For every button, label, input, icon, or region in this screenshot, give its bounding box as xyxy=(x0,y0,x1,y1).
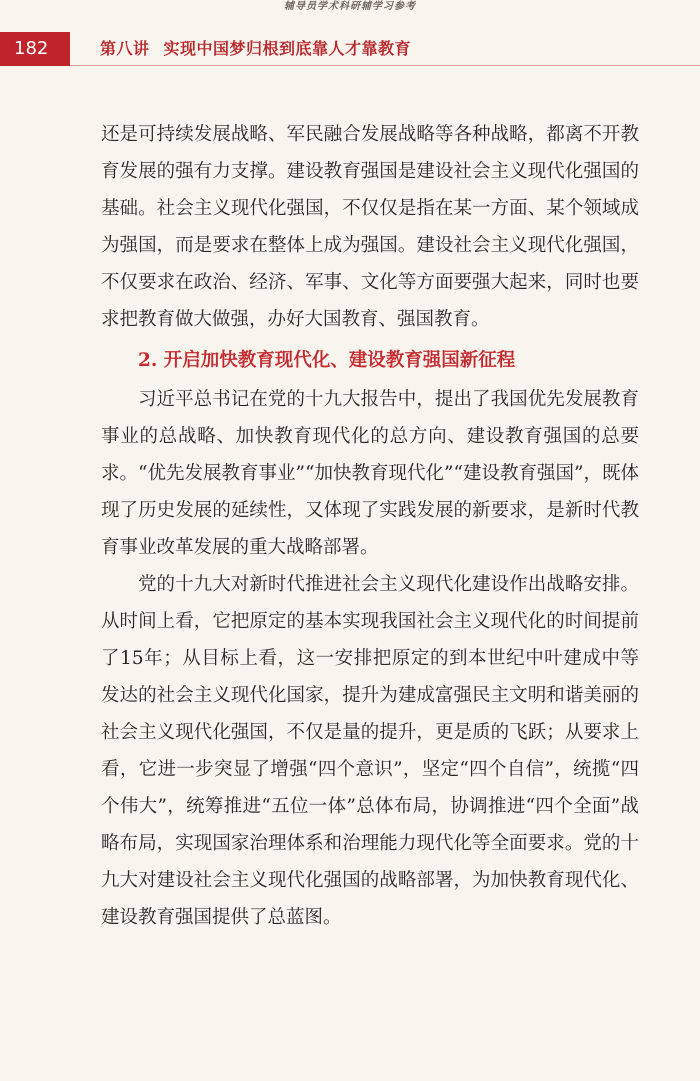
body-text xyxy=(101,116,639,936)
paragraph-1: 还是可持续发展战略、军民融合发展战略等各种战略，都离不开教育发展的强有力支撑。建设教育强国是建设社会主义现代化强国的基础。社会主义现代化强国，不仅仅是指在某一方面、某个领域成为强国，而是要求在整体上成为强国。建设社会主义现代化强国，不仅要求在政治、经济、军事、文化等方面要强大起来，同时也要求把教育做大做强，办好大国教育、强国教育。 xyxy=(101,124,639,330)
header-divider xyxy=(70,65,700,66)
running-head-note: 辅导员学术科研辅学习参考 xyxy=(284,1,416,12)
section-heading: 2. 开启加快教育现代化、建设教育强国新征程 xyxy=(138,350,516,371)
lecture-label: 第八讲 xyxy=(100,39,150,58)
paragraph-3: 党的十九大对新时代推进社会主义现代化建设作出战略安排。从时间上看，它把原定的基本实现我国社会主义现代化的时间提前了15年；从目标上看，这一安排把原定的到本世纪中叶建成中等发达的社会主义现代化国家，提升为建成富强民主文明和谐美丽的社会主义现代化强国，不仅是量的提升，更是质的飞跃；从要求上看，它进一步突显了增强“四个意识”，坚定“四个自信”，统揽“四个伟大”，统筹推进“五位一体”总体布局，协调推进“四个全面”战略布局，实现国家治理体系和治理能力现代化等全面要求。党的十九大对建设社会主义现代化强国的战略部署，为加快教育现代化、建设教育强国提供了总蓝图。 xyxy=(101,574,639,928)
page-header xyxy=(0,32,700,66)
chapter-title-text: 实现中国梦归根到底靠人才靠教育 xyxy=(163,39,412,58)
paragraph-2: 习近平总书记在党的十九大报告中，提出了我国优先发展教育事业的总战略、加快教育现代化的总方向、建设教育强国的总要求。“优先发展教育事业”“加快教育现代化”“建设教育强国”，既体现了历史发展的延续性，又体现了实践发展的新要求，是新时代教育事业改革发展的重大战略部署。 xyxy=(101,389,639,558)
chapter-title xyxy=(100,32,411,66)
page-number: 182 xyxy=(0,32,70,66)
